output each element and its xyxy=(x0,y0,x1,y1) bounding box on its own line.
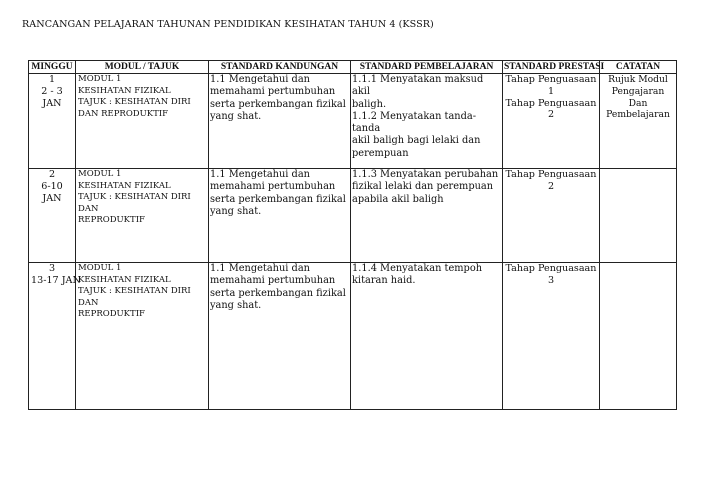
catatan-line: Pembelajaran xyxy=(606,109,670,121)
sp-line: 1.1.1 Menyatakan maksud akil xyxy=(352,74,484,98)
week-number: 2 xyxy=(48,169,56,180)
week-cell xyxy=(29,74,76,169)
week-dates: 2 - 3 xyxy=(41,85,63,97)
modul-line: MODUL 1 xyxy=(78,263,122,273)
catatan-line: Dan xyxy=(628,97,648,109)
catatan-line: Pengajaran xyxy=(611,85,665,97)
standard-kandungan-cell xyxy=(209,169,351,263)
modul-line: MODUL 1 xyxy=(78,169,122,179)
header-row xyxy=(29,61,677,74)
prestasi-line: Tahap Penguasaan xyxy=(505,74,597,85)
week-number: 1 xyxy=(48,74,56,85)
sk-line: yang shat. xyxy=(210,110,262,122)
modul-line: REPRODUKTIF xyxy=(78,215,145,226)
modul-line: TAJUK : KESIHATAN DIRI xyxy=(78,97,191,108)
sk-line: yang shat. xyxy=(210,299,262,311)
standard-kandungan-cell xyxy=(209,74,351,169)
sk-line: serta perkembangan fizikal xyxy=(210,98,346,110)
modul-line: REPRODUKTIF xyxy=(78,309,145,320)
modul-line: TAJUK : KESIHATAN DIRI DAN xyxy=(78,286,191,308)
catatan-cell xyxy=(600,169,677,263)
table-row xyxy=(29,263,677,410)
modul-line: TAJUK : KESIHATAN DIRI DAN xyxy=(78,192,191,214)
sk-line: memahami pertumbuhan xyxy=(210,181,336,193)
sp-line: 1.1.4 Menyatakan tempoh xyxy=(352,263,483,274)
sp-line: baligh. xyxy=(352,98,387,110)
header-standard-pembelajaran: STANDARD PEMBELAJARAN xyxy=(351,61,503,74)
header-catatan: CATATAN xyxy=(600,61,677,74)
sk-line: 1.1 Mengetahui dan xyxy=(210,263,310,274)
header-standard-kandungan: STANDARD KANDUNGAN xyxy=(209,61,351,74)
prestasi-line: Tahap Penguasaan xyxy=(505,169,597,180)
sk-line: 1.1 Mengetahui dan xyxy=(210,169,310,180)
modul-line: MODUL 1 xyxy=(78,74,122,84)
prestasi-line: Tahap Penguasaan xyxy=(505,97,597,109)
prestasi-line: 2 xyxy=(547,109,555,121)
sp-line: akil baligh bagi lelaki dan xyxy=(352,135,481,147)
catatan-cell xyxy=(600,263,677,410)
week-dates: 6-10 xyxy=(41,180,63,192)
sk-line: serta perkembangan fizikal xyxy=(210,193,346,205)
sp-line: perempuan xyxy=(352,147,409,159)
prestasi-line: 3 xyxy=(547,274,555,286)
prestasi-line: Tahap Penguasaan xyxy=(505,263,597,274)
standard-prestasi-cell xyxy=(503,263,600,410)
sk-line: serta perkembangan fizikal xyxy=(210,287,346,299)
standard-pembelajaran-cell xyxy=(351,263,503,410)
modul-line: DAN REPRODUKTIF xyxy=(78,108,169,119)
standard-prestasi-cell xyxy=(503,169,600,263)
week-number: 3 xyxy=(48,263,56,274)
modul-cell xyxy=(76,74,209,169)
prestasi-line: 1 xyxy=(547,85,555,97)
sp-line: 1.1.2 Menyatakan tanda-tanda xyxy=(352,110,477,135)
sk-line: memahami pertumbuhan xyxy=(210,275,336,287)
modul-cell xyxy=(76,169,209,263)
sk-line: memahami pertumbuhan xyxy=(210,86,336,98)
modul-line: KESIHATAN FIZIKAL xyxy=(78,85,171,96)
document-title: RANCANGAN PELAJARAN TAHUNAN PENDIDIKAN KESIHATAN TAHUN 4 (KSSR) xyxy=(22,19,434,30)
standard-kandungan-cell xyxy=(209,263,351,410)
modul-line: KESIHATAN FIZIKAL xyxy=(78,180,171,191)
standard-pembelajaran-cell xyxy=(351,74,503,169)
modul-line: KESIHATAN FIZIKAL xyxy=(78,274,171,285)
sp-line: kitaran haid. xyxy=(352,275,416,287)
catatan-cell xyxy=(600,74,677,169)
header-modul: MODUL / TAJUK xyxy=(76,61,209,74)
modul-cell xyxy=(76,263,209,410)
week-month: JAN xyxy=(42,192,62,204)
week-dates: 13-17 JAN xyxy=(31,274,81,286)
standard-prestasi-cell xyxy=(503,74,600,169)
prestasi-line: 2 xyxy=(547,180,555,192)
table-row xyxy=(29,74,677,169)
sp-line: 1.1.3 Menyatakan perubahan xyxy=(352,169,499,180)
header-minggu: MINGGU xyxy=(29,61,76,74)
sp-line: apabila akil baligh xyxy=(352,193,444,205)
yearly-plan-table xyxy=(28,60,677,410)
sk-line: 1.1 Mengetahui dan xyxy=(210,74,310,85)
catatan-line: Rujuk Modul xyxy=(608,74,668,85)
week-month: JAN xyxy=(42,97,62,109)
sk-line: yang shat. xyxy=(210,205,262,217)
header-standard-prestasi: STANDARD PRESTASI xyxy=(504,62,605,72)
standard-pembelajaran-cell xyxy=(351,169,503,263)
week-cell xyxy=(29,263,81,410)
table-row xyxy=(29,169,677,263)
sp-line: fizikal lelaki dan perempuan xyxy=(352,181,494,193)
week-cell xyxy=(29,169,76,263)
